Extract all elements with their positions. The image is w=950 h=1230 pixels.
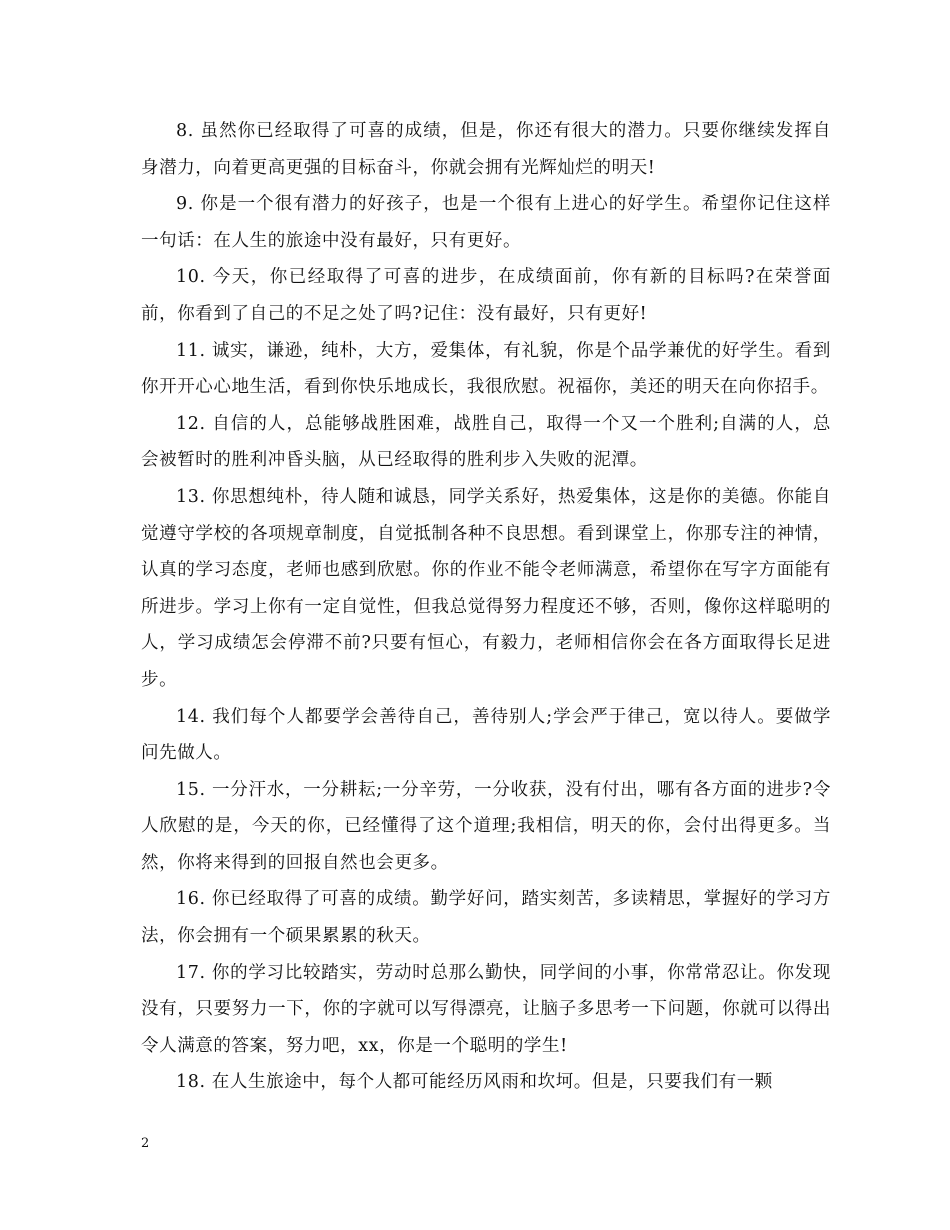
- paragraph-13: 13. 你思想纯朴，待人随和诚恳，同学关系好，热爱集体，这是你的美德。你能自觉遵守学校的各项规章制度，自觉抵制各种不良思想。看到课堂上，你那专注的神情，认真的学习态度，老师也感到欣慰。你的作业不能令老师满意，希望你在写字方面能有所进步。学习上你有一定自觉性，但我总觉得努力程度还不够，否则，像你这样聪明的人，学习成绩怎会停滞不前?只要有恒心，有毅力，老师相信你会在各方面取得长足进步。: [141, 486, 831, 690]
- paragraph-14: 14. 我们每个人都要学会善待自己，善待别人;学会严于律己，宽以待人。要做学问先做人。: [141, 706, 831, 764]
- paragraph-8: 8. 虽然你已经取得了可喜的成绩，但是，你还有很大的潜力。只要你继续发挥自身潜力，向着更高更强的目标奋斗，你就会拥有光辉灿烂的明天!: [141, 121, 831, 178]
- paragraph-12: 12. 自信的人，总能够战胜困难，战胜自己，取得一个又一个胜利;自满的人，总会被暂时的胜利冲昏头脑，从已经取得的胜利步入失败的泥潭。: [141, 413, 831, 471]
- paragraph-15: 15. 一分汗水，一分耕耘;一分辛劳，一分收获，没有付出，哪有各方面的进步?令人欣慰的是，今天的你，已经懂得了这个道理;我相信，明天的你，会付出得更多。当然，你将来得到的回报自然也会更多。: [141, 779, 831, 873]
- paragraph-9: 9. 你是一个很有潜力的好孩子，也是一个很有上进心的好学生。希望你记住这样一句话：在人生的旅途中没有最好，只有更好。: [141, 194, 831, 251]
- paragraph-10: 10. 今天，你已经取得了可喜的进步，在成绩面前，你有新的目标吗?在荣誉面前，你看到了自己的不足之处了吗?记住：没有最好，只有更好!: [141, 267, 831, 324]
- page-number: 2: [141, 1136, 150, 1151]
- paragraph-18: 18. 在人生旅途中，每个人都可能经历风雨和坎坷。但是，只要我们有一颗: [176, 1072, 773, 1093]
- document-body: [141, 113, 831, 1101]
- paragraph-11: 11. 诚实，谦逊，纯朴，大方，爱集体，有礼貌，你是个品学兼优的好学生。看到你开开心心地生活，看到你快乐地成长，我很欣慰。祝福你，美还的明天在向你招手。: [141, 340, 831, 398]
- paragraph-16: 16. 你已经取得了可喜的成绩。勤学好问，踏实刻苦，多读精思，掌握好的学习方法，你会拥有一个硕果累累的秋天。: [141, 889, 831, 947]
- paragraph-17: 17. 你的学习比较踏实，劳动时总那么勤快，同学间的小事，你常常忍让。你发现没有，只要努力一下，你的字就可以写得漂亮，让脑子多思考一下问题，你就可以得出令人满意的答案，努力吧，xx，你是一个聪明的学生!: [141, 962, 831, 1056]
